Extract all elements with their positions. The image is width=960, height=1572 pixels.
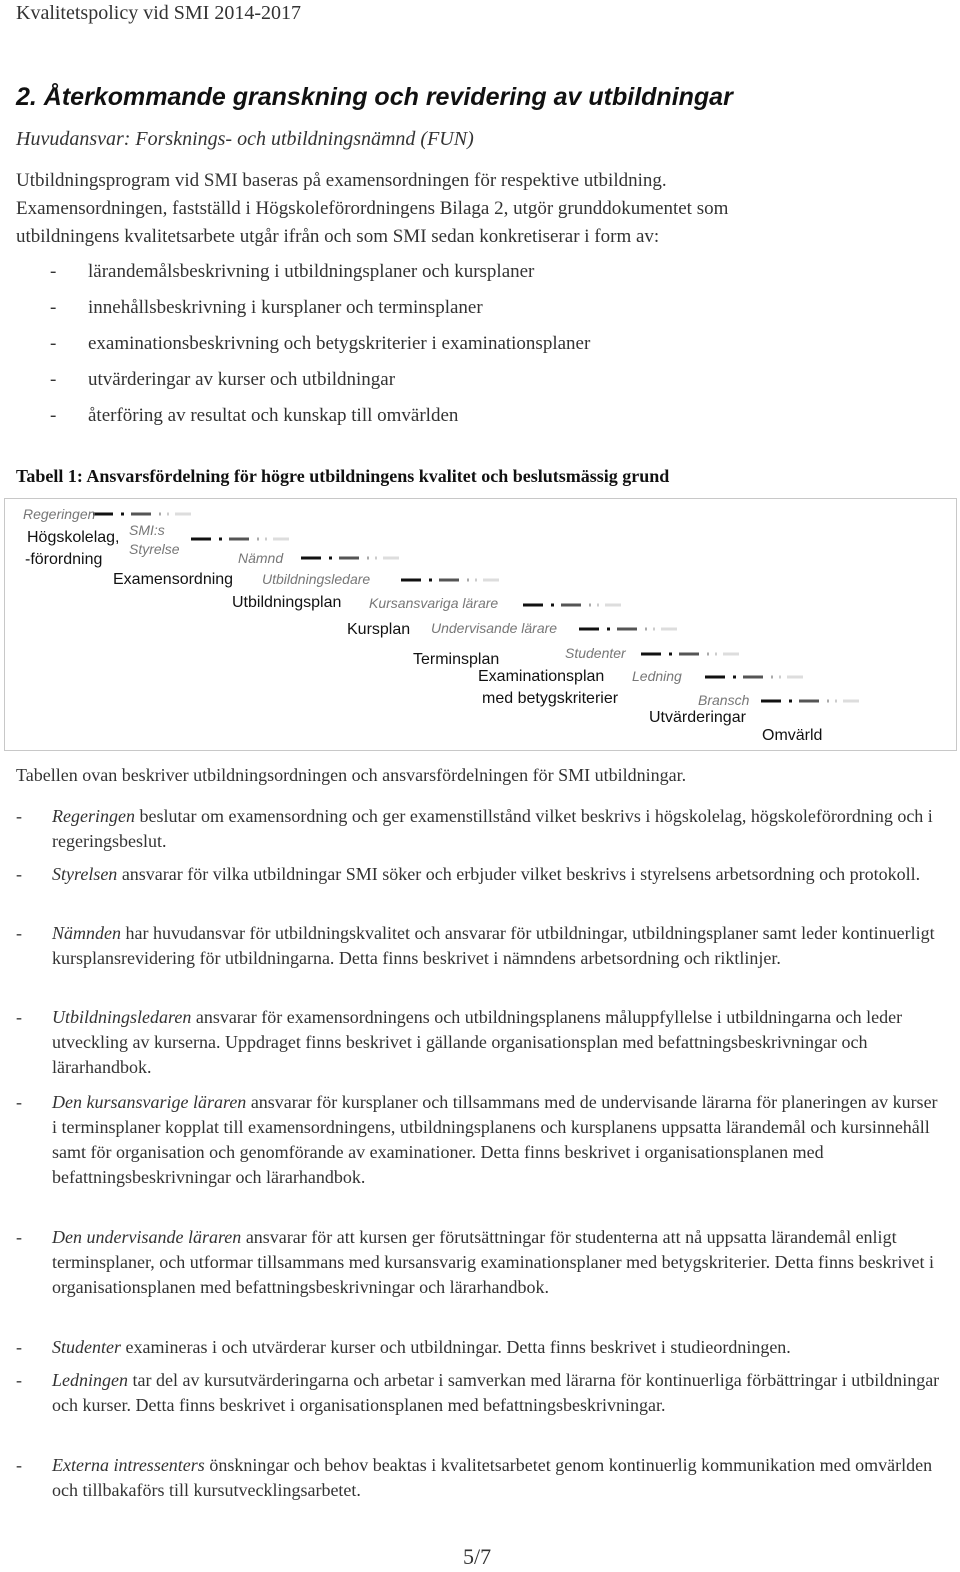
doc-utvarderingar: Utvärderingar xyxy=(649,709,746,726)
entry-subject: Den undervisande läraren xyxy=(52,1227,242,1247)
actor-ledning: Ledning xyxy=(632,668,682,684)
bullet-dash: - xyxy=(50,297,57,318)
entry-dash: - xyxy=(16,923,22,943)
entry-dash: - xyxy=(16,864,22,884)
doc-omvarld: Omvärld xyxy=(762,727,823,744)
entry-subject: Styrelsen xyxy=(52,864,118,884)
entry-subject: Studenter xyxy=(52,1337,121,1357)
actor-namnd: Nämnd xyxy=(238,550,284,566)
entry-text: har huvudansvar för utbildningskvalitet och ansvarar för utbildningar, utbildningsplaner samt leder kontinuerligt kursplansrevidering för utbildningarna. Detta finns beskrivet i nämndens arbetsordning och riktlinjer. xyxy=(52,923,935,968)
bullet-text: återföring av resultat och kunskap till omvärlden xyxy=(88,405,459,426)
entry-text: ansvarar för att kursen ger förutsättningar för studenterna att nå uppsatta lärandemål enligt terminsplaner, och utformar tillsammans med kursansvarig examinationsplaner med betygskriterier. Detta finns beskrivet i organisationsplanen med befattningsbeskrivningar och lärarhandbok. xyxy=(52,1227,935,1297)
responsibility-diagram xyxy=(4,498,957,751)
doc-forordning: -förordning xyxy=(25,551,103,568)
doc-hogskolelag: Högskolelag, xyxy=(27,529,120,546)
bullet-text: lärandemålsbeskrivning i utbildningsplaner och kursplaner xyxy=(88,261,535,282)
entry-text: tar del av kursutvärderingarna och arbetar i samverkan med lärarna för kontinuerliga förbättringar i utbildningar och kurser. Detta finns beskrivet i organisationsplanen med befattningsbeskrivningar. xyxy=(52,1370,940,1415)
intro-line: Examensordningen, fastställd i Högskoleförordningens Bilaga 2, utgör grunddokumentet som xyxy=(16,198,729,219)
table-caption: Tabell 1: Ansvarsfördelning för högre utbildningens kvalitet och beslutsmässig grund xyxy=(16,466,670,486)
bullet-text: examinationsbeskrivning och betygskriterier i examinationsplaner xyxy=(88,333,591,354)
running-header: Kvalitetspolicy vid SMI 2014-2017 xyxy=(16,2,301,24)
entry-subject: Nämnden xyxy=(52,923,121,943)
doc-examensordning: Examensordning xyxy=(113,571,234,588)
entry-dash: - xyxy=(16,1455,22,1475)
entry-text: ansvarar för kursplaner och tillsammans med de undervisande lärarna för planeringen av kurser i terminsplaner kopplat till examensordningens, utbildningsplanens och kursplanens uppsatta lärandemål och kursinnehåll samt för organisation och genomförande av examinationer. Detta finns beskrivet i organisationsplanen med befattningsbeskrivningar och lärarhandbok. xyxy=(52,1092,938,1187)
intro-line: Utbildningsprogram vid SMI baseras på examensordningen för respektive utbildning. xyxy=(16,170,667,191)
actor-undervisande: Undervisande lärare xyxy=(431,620,558,636)
actor-bransch: Bransch xyxy=(698,692,750,708)
bullet-dash: - xyxy=(50,333,57,354)
bullet-dash: - xyxy=(50,369,57,390)
entry-subject: Utbildningsledaren xyxy=(52,1007,192,1027)
doc-utbildningsplan: Utbildningsplan xyxy=(232,594,342,611)
entry-subject: Ledningen xyxy=(52,1370,128,1390)
doc-kursplan: Kursplan xyxy=(347,621,411,638)
responsible-line: Huvudansvar: Forsknings- och utbildningsnämnd (FUN) xyxy=(16,128,474,150)
entry-dash: - xyxy=(16,1007,22,1027)
entry-text: beslutar om examensordning och ger examenstillstånd vilket beskrivs i högskolelag, högskoleförordning och i regeringsbeslut. xyxy=(52,806,933,851)
actor-regeringen: Regeringen xyxy=(23,506,96,522)
actor-styrelse: Styrelse xyxy=(129,541,180,557)
entry-dash: - xyxy=(16,1370,22,1390)
bullet-dash: - xyxy=(50,261,57,282)
entry-dash: - xyxy=(16,1337,22,1357)
actor-smis: SMI:s xyxy=(129,522,165,538)
actor-studenter: Studenter xyxy=(565,645,626,661)
entry-dash: - xyxy=(16,1092,22,1112)
bullet-dash: - xyxy=(50,405,57,426)
entry-text: önskningar och behov beaktas i kvalitetsarbetet genom kontinuerlig kommunikation med omvärlden och tillbakaförs till kursutvecklingsarbetet. xyxy=(52,1455,933,1500)
page-number: 5/7 xyxy=(463,1544,492,1569)
actor-kursansvariga: Kursansvariga lärare xyxy=(369,595,499,611)
entry-text: examineras i och utvärderar kurser och utbildningar. Detta finns beskrivet i studieordningen. xyxy=(121,1337,791,1357)
intro-line: utbildningens kvalitetsarbete utgår ifrån och som SMI sedan konkretiserar i form av: xyxy=(16,226,660,247)
entry-text: ansvarar för vilka utbildningar SMI söker och erbjuder vilket beskrivs i styrelsens arbetsordning och protokoll. xyxy=(117,864,921,884)
entry-dash: - xyxy=(16,1227,22,1247)
entry-dash: - xyxy=(16,806,22,826)
doc-betygskriterier: med betygskriterier xyxy=(482,690,619,707)
entry-subject: Externa intressenters xyxy=(52,1455,205,1475)
doc-terminsplan: Terminsplan xyxy=(413,651,500,668)
table-description: Tabellen ovan beskriver utbildningsordningen och ansvarsfördelningen för SMI utbildningar. xyxy=(16,765,687,785)
bullet-text: innehållsbeskrivning i kursplaner och terminsplaner xyxy=(88,297,483,318)
entry-subject: Den kursansvarige läraren xyxy=(52,1092,247,1112)
section-heading: 2. Återkommande granskning och revidering av utbildningar xyxy=(16,83,733,111)
actor-utbildningsledare: Utbildningsledare xyxy=(262,571,371,587)
bullet-text: utvärderingar av kurser och utbildningar xyxy=(88,369,396,390)
entry-subject: Regeringen xyxy=(52,806,135,826)
doc-examinationsplan: Examinationsplan xyxy=(478,668,605,685)
entry-text: ansvarar för examensordningens och utbildningsplanens måluppfyllelse i utbildningarna och leder utveckling av kurserna. Uppdraget finns beskrivet i gällande organisationsplan med befattningsbeskrivningar och lärarhandbok. xyxy=(52,1007,903,1077)
